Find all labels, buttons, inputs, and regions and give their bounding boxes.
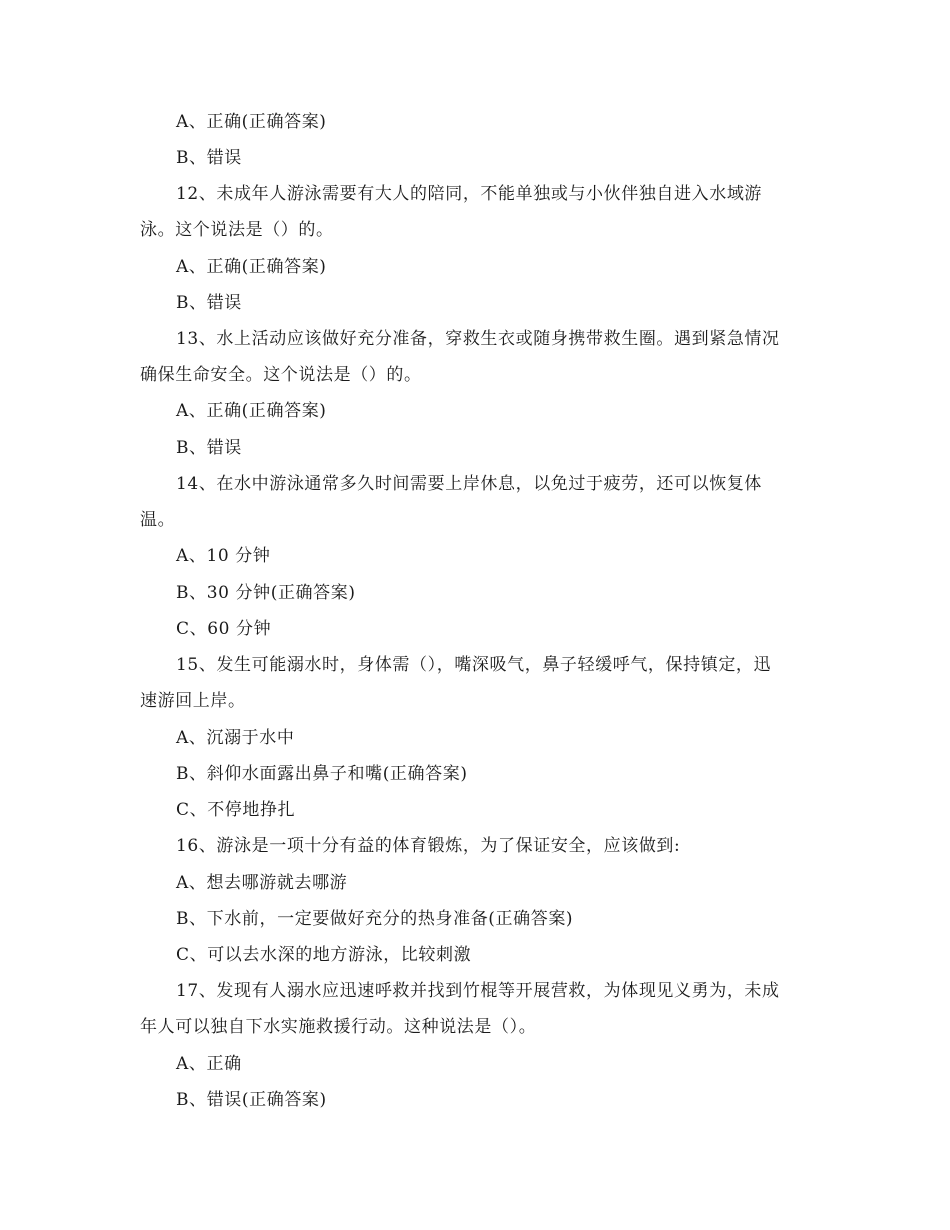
q12-option-a: A、正确(正确答案) (176, 257, 327, 277)
q12-text-line2: 泳。这个说法是（）的。 (140, 220, 334, 240)
q11-option-b: B、错误 (176, 148, 242, 168)
q12-option-b: B、错误 (176, 293, 242, 313)
q11-option-a: A、正确(正确答案) (176, 112, 327, 132)
q15-text-line2: 速游回上岸。 (140, 691, 246, 711)
q17-option-b: B、错误(正确答案) (176, 1090, 327, 1110)
q15-option-c: C、不停地挣扎 (176, 800, 296, 820)
q17-option-a: A、正确 (176, 1054, 242, 1074)
q15-text-line1: 15、发生可能溺水时，身体需（），嘴深吸气，鼻子轻缓呼气，保持镇定，迅 (176, 655, 772, 675)
q17-text-line1: 17、发现有人溺水应迅速呼救并找到竹棍等开展营救，为体现见义勇为，未成 (176, 981, 780, 1001)
q13-text-line1: 13、水上活动应该做好充分准备，穿救生衣或随身携带救生圈。遇到紧急情况 (176, 329, 780, 349)
q15-option-a: A、沉溺于水中 (176, 728, 295, 748)
q16-option-c: C、可以去水深的地方游泳，比较刺激 (176, 945, 472, 965)
q14-option-b: B、30 分钟(正确答案) (176, 583, 356, 603)
q16-option-a: A、想去哪游就去哪游 (176, 873, 348, 893)
q12-text-line1: 12、未成年人游泳需要有大人的陪同，不能单独或与小伙伴独自进入水域游 (176, 184, 763, 204)
q14-option-a: A、10 分钟 (176, 546, 271, 566)
q17-text-line2: 年人可以独自下水实施救援行动。这种说法是（）。 (140, 1017, 537, 1037)
q14-text-line2: 温。 (140, 510, 176, 530)
q16-option-b: B、下水前，一定要做好充分的热身准备(正确答案) (176, 909, 574, 929)
q14-text-line1: 14、在水中游泳通常多久时间需要上岸休息，以免过于疲劳，还可以恢复体 (176, 474, 763, 494)
q13-option-a: A、正确(正确答案) (176, 401, 327, 421)
q13-text-line2: 确保生命安全。这个说法是（）的。 (140, 365, 422, 385)
q14-option-c: C、60 分钟 (176, 619, 272, 639)
q13-option-b: B、错误 (176, 438, 242, 458)
q16-text: 16、游泳是一项十分有益的体育锻炼，为了保证安全，应该做到: (176, 836, 681, 856)
q15-option-b: B、斜仰水面露出鼻子和嘴(正确答案) (176, 764, 468, 784)
